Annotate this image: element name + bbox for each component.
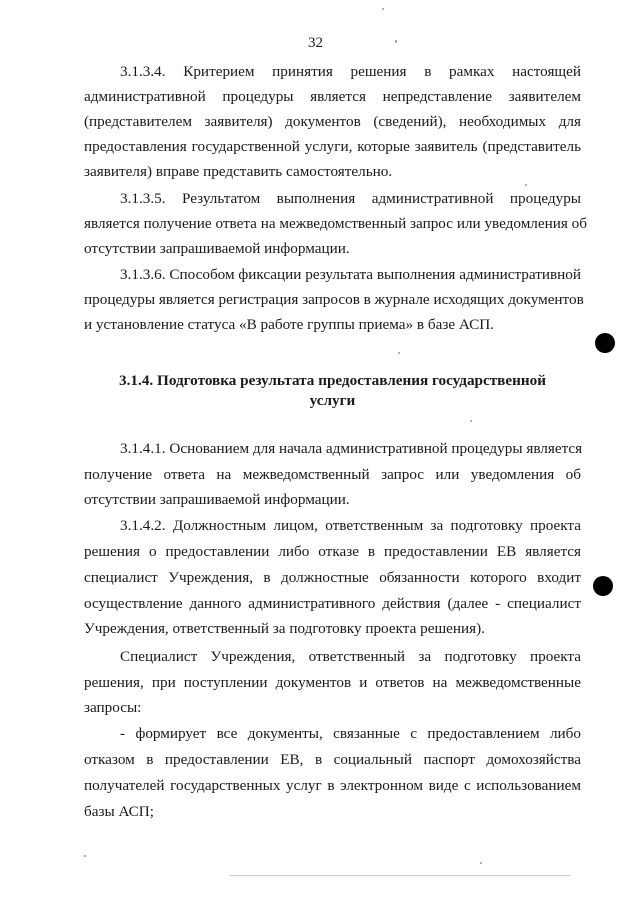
text-line: 3.1.3.5. Результатом выполнения административной процедуры	[120, 190, 581, 207]
text-line: получателей государственных услуг в электронном виде с использованием	[84, 777, 581, 794]
text-line: 3.1.4.2. Должностным лицом, ответственным за подготовку проекта	[120, 517, 581, 534]
scan-edge-line	[230, 875, 570, 876]
section-heading-line-1: 3.1.4. Подготовка результата предоставления государственной	[119, 372, 546, 389]
punch-hole-mark	[595, 333, 615, 353]
text-line: запросы:	[84, 699, 142, 716]
text-line: Учреждения, ответственный за подготовку проекта решения).	[84, 620, 485, 637]
scan-speck	[525, 184, 527, 186]
text-line: процедуры является регистрация запросов в журнале исходящих документов	[84, 291, 584, 308]
text-line: предоставления государственной услуги, которые заявитель (представитель	[84, 138, 581, 155]
text-line: базы АСП;	[84, 803, 154, 820]
punch-hole-mark	[593, 576, 613, 596]
text-line: отказом в предоставлении ЕВ, в социальный паспорт домохозяйства	[84, 751, 581, 768]
text-line: отсутствии запрашиваемой информации.	[84, 491, 350, 508]
text-line: административной процедуры является непредставление заявителем	[84, 88, 581, 105]
text-line: и установление статуса «В работе группы приема» в базе АСП.	[84, 316, 494, 333]
text-line: 3.1.3.4. Критерием принятия решения в рамках настоящей	[120, 63, 581, 80]
text-line: 3.1.3.6. Способом фиксации результата выполнения административной	[120, 266, 581, 283]
page-number: 32	[308, 35, 323, 51]
text-line: решения о предоставлении либо отказе в предоставлении ЕВ является	[84, 543, 581, 560]
text-line: отсутствии запрашиваемой информации.	[84, 240, 350, 257]
scan-speck	[84, 855, 86, 857]
text-line: Специалист Учреждения, ответственный за подготовку проекта	[120, 648, 581, 665]
text-line: 3.1.4.1. Основанием для начала административной процедуры является	[120, 440, 583, 457]
text-line: является получение ответа на межведомственный запрос или уведомления об	[84, 215, 587, 232]
text-line: специалист Учреждения, в должностные обязанности которого входит	[84, 569, 581, 586]
text-line: осуществление данного административного действия (далее - специалист	[84, 595, 581, 612]
text-line: получение ответа на межведомственный запрос или уведомления об	[84, 466, 581, 483]
scan-speck	[395, 40, 397, 43]
scan-speck	[382, 8, 384, 10]
scan-speck	[398, 352, 400, 354]
text-line: - формирует все документы, связанные с предоставлением либо	[120, 725, 581, 742]
scan-speck	[480, 862, 482, 864]
scan-speck	[470, 420, 472, 422]
text-line: заявителя) вправе представить самостоятельно.	[84, 163, 393, 180]
text-line: решения, при поступлении документов и ответов на межведомственные	[84, 674, 581, 691]
section-heading-line-2: услуги	[309, 392, 356, 409]
text-line: (представителем заявителя) документов (сведений), необходимых для	[84, 113, 581, 130]
